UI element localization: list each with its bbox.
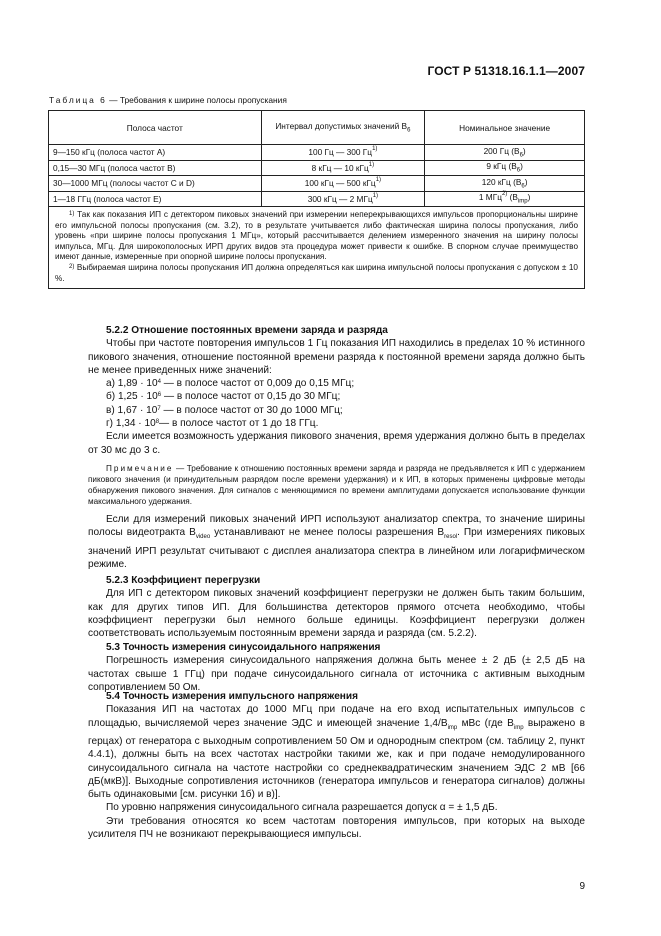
col-header-band: Полоса частот	[49, 111, 262, 145]
paragraph: Погрешность измерения синусоидального напряжения должна быть менее ± 2 дБ (± 2,5 дБ на частотах свыше 1 ГГц) при подаче синусоидального сигнала от источника с активным выходным сопротивлением 50 Ом.	[88, 655, 585, 693]
nominal-sub: 6	[519, 152, 523, 159]
footnote-ref: 1)	[372, 146, 378, 153]
table-caption-text: — Требования к ширине полосы пропускания	[106, 95, 287, 105]
paragraph: Если имеется возможность удержания пикового значения, время удержания должно быть в пределах от 30 мс до 3 с.	[88, 431, 585, 456]
range-cell	[261, 191, 425, 207]
table-footnote-1	[55, 210, 578, 263]
paragraph: По уровню напряжения синусоидального сигнала разрешается допуск α = ± 1,5 дБ.	[106, 802, 498, 814]
nominal-text: 120 кГц (B	[481, 176, 522, 187]
page-number: 9	[579, 881, 585, 892]
table-row	[49, 160, 585, 176]
note-text: — Требование к отношению постоянных времени заряда и разряда не предъявляется к ИП с удержанием пикового значения (и принудительным разрядом после времени удержания) и к ИП, в которых применены цифровые методы обнаружения пикового значения. Для сигналов с меняющимися по времени амплитудами допускается использование функции максимального удержания.	[88, 463, 585, 506]
table-row	[49, 176, 585, 192]
paragraph: Показания ИП на частотах до 1000 МГц при подаче на его вход испытательных импульсов с площадью, вычисляемой через значение ЭДС и имеющей значение $1,4/B_{imp}$ мВс (где $B_{imp}$ выражено в герцах) от генератора с выходным сопротивлением 50 Ом и однородным спектром (см. таблицу 2, пункт 4.4.1), должны быть на всех частотах настройки такими же, как и при подаче немодулированного синусоидального сигнала на частоте настройки со среднеквадратическим значением ЭДС 2 мВ [66 дБ(мкВ)]. Выходные сопротивления источников (генератора импульсов и генератора сигналов) должны быть одинаковыми [см. рисунки 1б) и в)].	[88, 704, 585, 801]
footnote-mark: 2)	[69, 263, 75, 270]
table-caption	[49, 95, 287, 105]
nominal-sub: imp	[517, 199, 528, 206]
section-5-2-3	[88, 574, 585, 640]
table-notes	[49, 207, 585, 289]
list-item: в) $1,67 \cdot 10^7$ — в полосе частот от 30 до 1000 МГц;	[106, 404, 343, 416]
section-5-2-2	[88, 324, 585, 571]
table-header-row	[49, 111, 585, 145]
bandwidth-table	[48, 110, 585, 289]
nominal-text: 1 МГц	[478, 192, 502, 203]
footnote-ref: 1)	[368, 161, 375, 168]
note-label: Примечание	[106, 463, 174, 473]
range-text: 8 кГц — 10 кГц	[311, 162, 369, 173]
nominal-cell	[425, 160, 585, 176]
range-cell	[261, 145, 425, 161]
table-footnote-2	[55, 263, 578, 284]
nominal-cell	[425, 176, 585, 192]
footnote-text: Так как показания ИП с детектором пиковых значений при измерении неперекрывающихся импульсов пропорциональны ширине его импульсной полосы пропускания (см. 3.2), то в результате учитывается либо фактическая ширина полосы пропускания, либо уровень «при ширине полосы пропускания 1 МГц», который рассчитывается делением измеренного значения на ширину полосы импульса, МГц. Для широкополосных ИРП других видов эта процедура может привести к ошибке. В спорном случае преимущество имеют данные, измеренные при опорной ширине полосы пропускания.	[55, 210, 578, 262]
band-cell: 1—18 ГГц (полоса частот E)	[49, 191, 262, 207]
paragraph: Чтобы при частоте повторения импульсов 1 Гц показания ИП находились в пределах 10 % истинного пикового значения, отношение постоянной времени разряда к постоянной времени заряда должно быть не менее приведенных ниже значений:	[88, 338, 585, 376]
range-cell	[261, 160, 425, 176]
nominal-end: )	[522, 145, 526, 156]
document-header: ГОСТ Р 51318.16.1.1—2007	[427, 64, 585, 78]
section-5-4	[88, 690, 585, 841]
band-cell: 9—150 кГц (полоса частот A)	[49, 145, 262, 161]
nominal-sub: 6	[516, 168, 521, 175]
nominal-text: 200 Гц (B	[483, 145, 520, 156]
list-item: б) $1,25 \cdot 10^6$ — в полосе частот от 0,15 до 30 МГц;	[106, 391, 341, 403]
list-item: г) $1,34 \cdot 10^8—$ в полосе частот от 1 до 18 ГГц.	[106, 418, 319, 430]
nominal-end: )	[520, 161, 523, 172]
band-cell: 0,15—30 МГц (полоса частот B)	[49, 160, 262, 176]
section-heading: 5.2.2 Отношение постоянных времени заряда и разряда	[106, 325, 388, 336]
col-header-range-text: Интервал допустимых значений B	[275, 121, 408, 132]
section-heading: 5.4 Точность измерения импульсного напряжения	[106, 691, 359, 702]
table-caption-label: Таблица 6	[49, 95, 107, 105]
table-row	[49, 191, 585, 207]
col-header-range	[261, 111, 425, 145]
list-item: а) $1,89 \cdot 10^4$ — в полосе частот от 0,009 до 0,15 МГц;	[106, 378, 355, 390]
col-header-nominal: Номинальное значение	[425, 111, 585, 145]
nominal-sub: 6	[521, 183, 525, 190]
table-row	[49, 145, 585, 161]
range-cell	[261, 176, 425, 192]
section-heading: 5.3 Точность измерения синусоидального напряжения	[106, 642, 381, 653]
section-heading: 5.2.3 Коэффициент перегрузки	[106, 575, 261, 586]
footnote-text: Выбираемая ширина полосы пропускания ИП должна определяться как ширина импульсной полосы пропускания с допуском ± 10 %.	[55, 262, 578, 283]
footnote-ref: 2)	[501, 191, 508, 198]
col-header-range-sub: 6	[407, 127, 411, 134]
nominal-cell	[425, 191, 585, 207]
table-notes-row	[49, 207, 585, 289]
range-text: 100 Гц — 300 Гц	[308, 147, 373, 158]
range-text: 100 кГц — 500 кГц	[304, 178, 376, 189]
footnote-ref: 1)	[372, 192, 379, 199]
section-5-3	[88, 641, 585, 694]
paragraph: Для ИП с детектором пиковых значений коэффициент перегрузки не должен быть таким большим, как для других типов ИП. Для большинства детекторов прямого отсчета необходимо, чтобы коэффициент перегрузки был немного больше единицы. Коэффициент перегрузки должен соответствовать используемым постоянным времени заряда и разряда (см. 5.2.2).	[88, 588, 585, 640]
range-text: 300 кГц — 2 МГц	[307, 193, 373, 204]
nominal-text: 9 кГц (B	[486, 161, 517, 172]
note	[88, 463, 585, 507]
nominal-mid: (B	[507, 192, 518, 203]
nominal-end: )	[524, 176, 528, 187]
nominal-end: )	[527, 192, 531, 203]
nominal-cell	[425, 145, 585, 161]
paragraph: Эти требования относятся ко всем частотам повторения импульсов, при которых на выходе усилителя ПЧ не возникают перекрывающиеся импульсы.	[88, 815, 585, 840]
band-cell: 30—1000 МГц (полосы частот C и D)	[49, 176, 262, 192]
footnote-ref: 1)	[375, 177, 382, 184]
paragraph: Если для измерений пиковых значений ИРП используют анализатор спектра, то значение ширины полосы видеотракта $B_{video}$ устанавливают не менее полосы разрешения $B_{resol}$. При измерениях пиковых значений ИРП результат считывают с дисплея анализатора спектра в линейном или логарифмическом режиме.	[88, 513, 585, 570]
footnote-mark: 1)	[69, 211, 75, 217]
